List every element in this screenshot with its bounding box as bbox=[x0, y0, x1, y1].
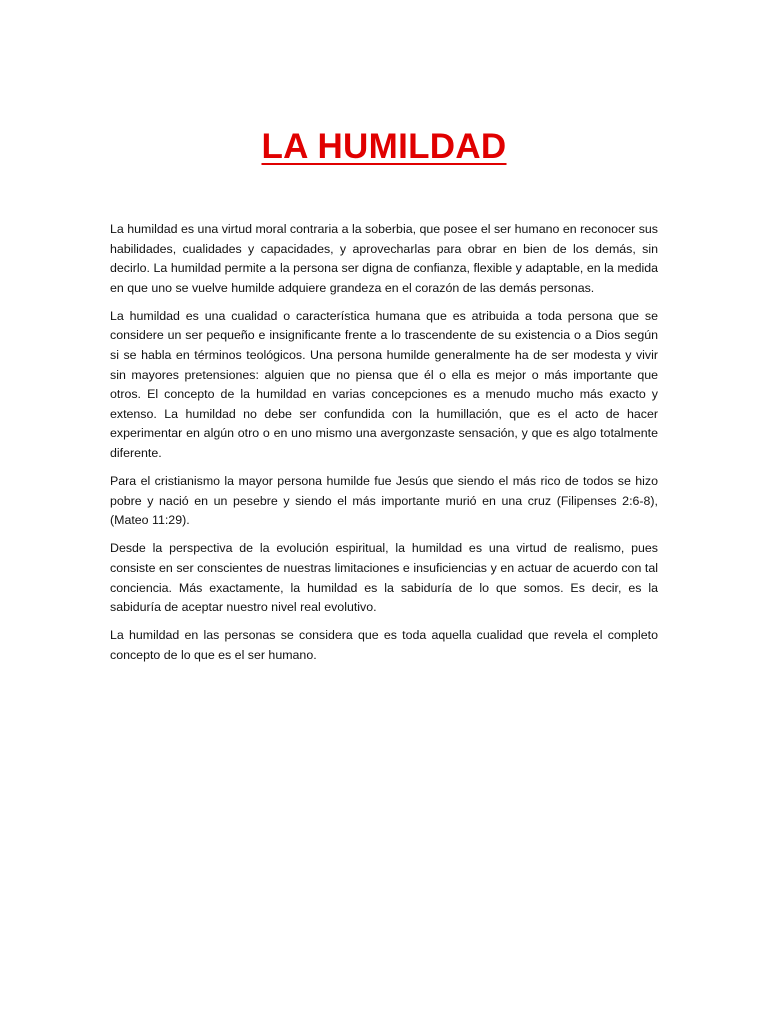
paragraph-2: La humildad es una cualidad o característica humana que es atribuida a toda persona que se considere un ser pequeño e insignificante frente a lo trascendente de su existencia o a Dios según si se habla en términos teológicos. Una persona humilde generalmente ha de ser modesta y vivir sin mayores pretensiones: alguien que no piensa que él o ella es mejor o más importante que otros. El concepto de la humildad en varias concepciones es a menudo mucho más exacto y extenso. La humildad no debe ser confundida con la humillación, que es el acto de hacer experimentar en algún otro o en uno mismo una avergonzaste sensación, y que es algo totalmente diferente. bbox=[110, 308, 658, 461]
paragraph-4: Desde la perspectiva de la evolución espiritual, la humildad es una virtud de realismo, pues consiste en ser conscientes de nuestras limitaciones e insuficiencias y en actuar de acuerdo con tal conciencia. Más exactamente, la humildad es la sabiduría de lo que somos. Es decir, es la sabiduría de aceptar nuestro nivel real evolutivo. bbox=[110, 541, 658, 615]
paragraph-5: La humildad en las personas se considera que es toda aquella cualidad que revela el completo concepto de lo que es el ser humano. bbox=[110, 628, 658, 662]
document-body bbox=[110, 220, 658, 674]
document-title: LA HUMILDAD bbox=[261, 127, 507, 166]
paragraph-3: Para el cristianismo la mayor persona humilde fue Jesús que siendo el más rico de todos se hizo pobre y nació en un pesebre y siendo el más importante murió en una cruz (Filipenses 2:6-8), (Mateo 11:29). bbox=[110, 474, 658, 528]
paragraph-1: La humildad es una virtud moral contraria a la soberbia, que posee el ser humano en reconocer sus habilidades, cualidades y capacidades, y aprovecharlas para obrar en bien de los demás, sin decirlo. La humildad permite a la persona ser digna de confianza, flexible y adaptable, en la medida en que uno se vuelve humilde adquiere grandeza en el corazón de las demás personas. bbox=[110, 222, 658, 295]
